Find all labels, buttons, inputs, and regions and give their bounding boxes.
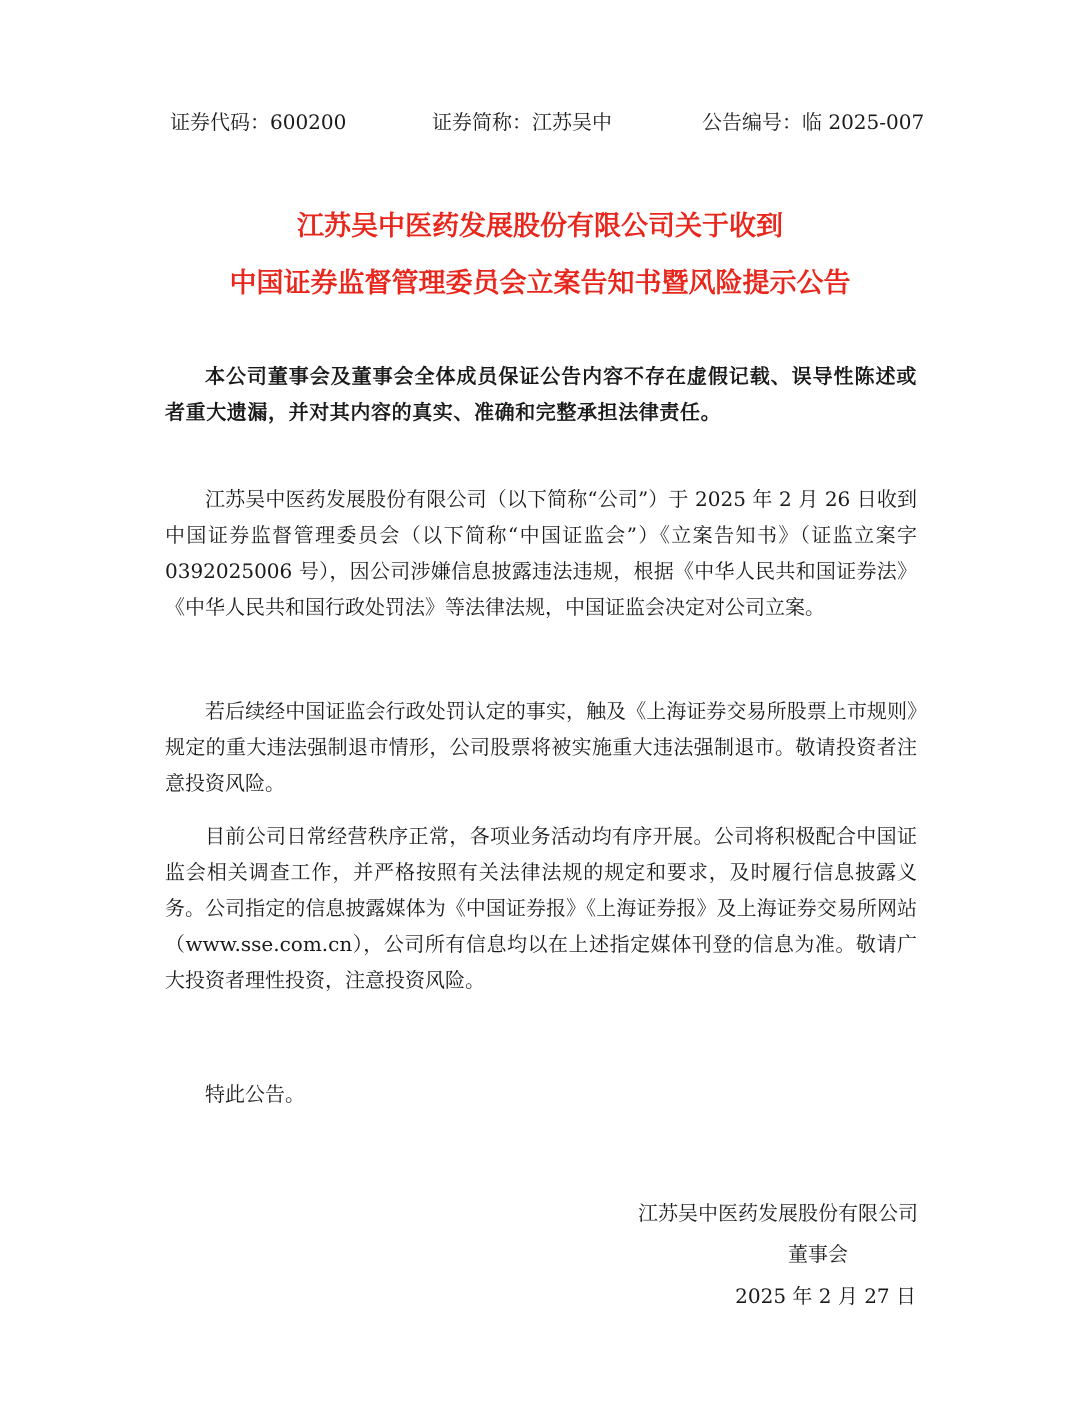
body-paragraph-2: 若后续经中国证监会行政处罚认定的事实，触及《上海证券交易所股票上市规则》规定的重大违法强制退市情形，公司股票将被实施重大违法强制退市。敬请投资者注意投资风险。 [165, 699, 917, 795]
signature-date: 2025 年 2 月 27 日 [735, 1284, 916, 1308]
page-title-line-1: 江苏吴中医药发展股份有限公司关于收到 [297, 211, 783, 242]
announcement-number: 公告编号：临 2025-007 [702, 110, 925, 134]
signature-board: 董事会 [788, 1242, 848, 1266]
announcement-header [170, 106, 930, 138]
stock-code: 证券代码：600200 [170, 110, 347, 134]
page-title-line-2: 中国证券监督管理委员会立案告知书暨风险提示公告 [229, 268, 851, 299]
board-statement: 本公司董事会及董事会全体成员保证公告内容不存在虚假记载、误导性陈述或者重大遗漏，并对其内容的真实、准确和完整承担法律责任。 [165, 364, 917, 424]
body-paragraph-3: 目前公司日常经营秩序正常，各项业务活动均有序开展。公司将积极配合中国证监会相关调查工作，并严格按照有关法律法规的规定和要求，及时履行信息披露义务。公司指定的信息披露媒体为《中国证券报》《上海证券报》及上海证券交易所网站（www.sse.com.cn），公司所有信息均以在上述指定媒体刊登的信息为准。敬请广大投资者理性投资，注意投资风险。 [165, 824, 917, 992]
closing-remark: 特此公告。 [205, 1082, 305, 1106]
stock-short-name: 证券简称：江苏吴中 [432, 110, 612, 134]
body-paragraph-1: 江苏吴中医药发展股份有限公司（以下简称“公司”）于 2025 年 2 月 26 日收到中国证券监督管理委员会（以下简称“中国证监会”）《立案告知书》（证监立案字 0392025006 号），因公司涉嫌信息披露违法违规，根据《中华人民共和国证券法》《中华人民共和国行政处罚法》等法律法规，中国证监会决定对公司立案。 [165, 487, 917, 619]
signature-company: 江苏吴中医药发展股份有限公司 [638, 1201, 918, 1225]
